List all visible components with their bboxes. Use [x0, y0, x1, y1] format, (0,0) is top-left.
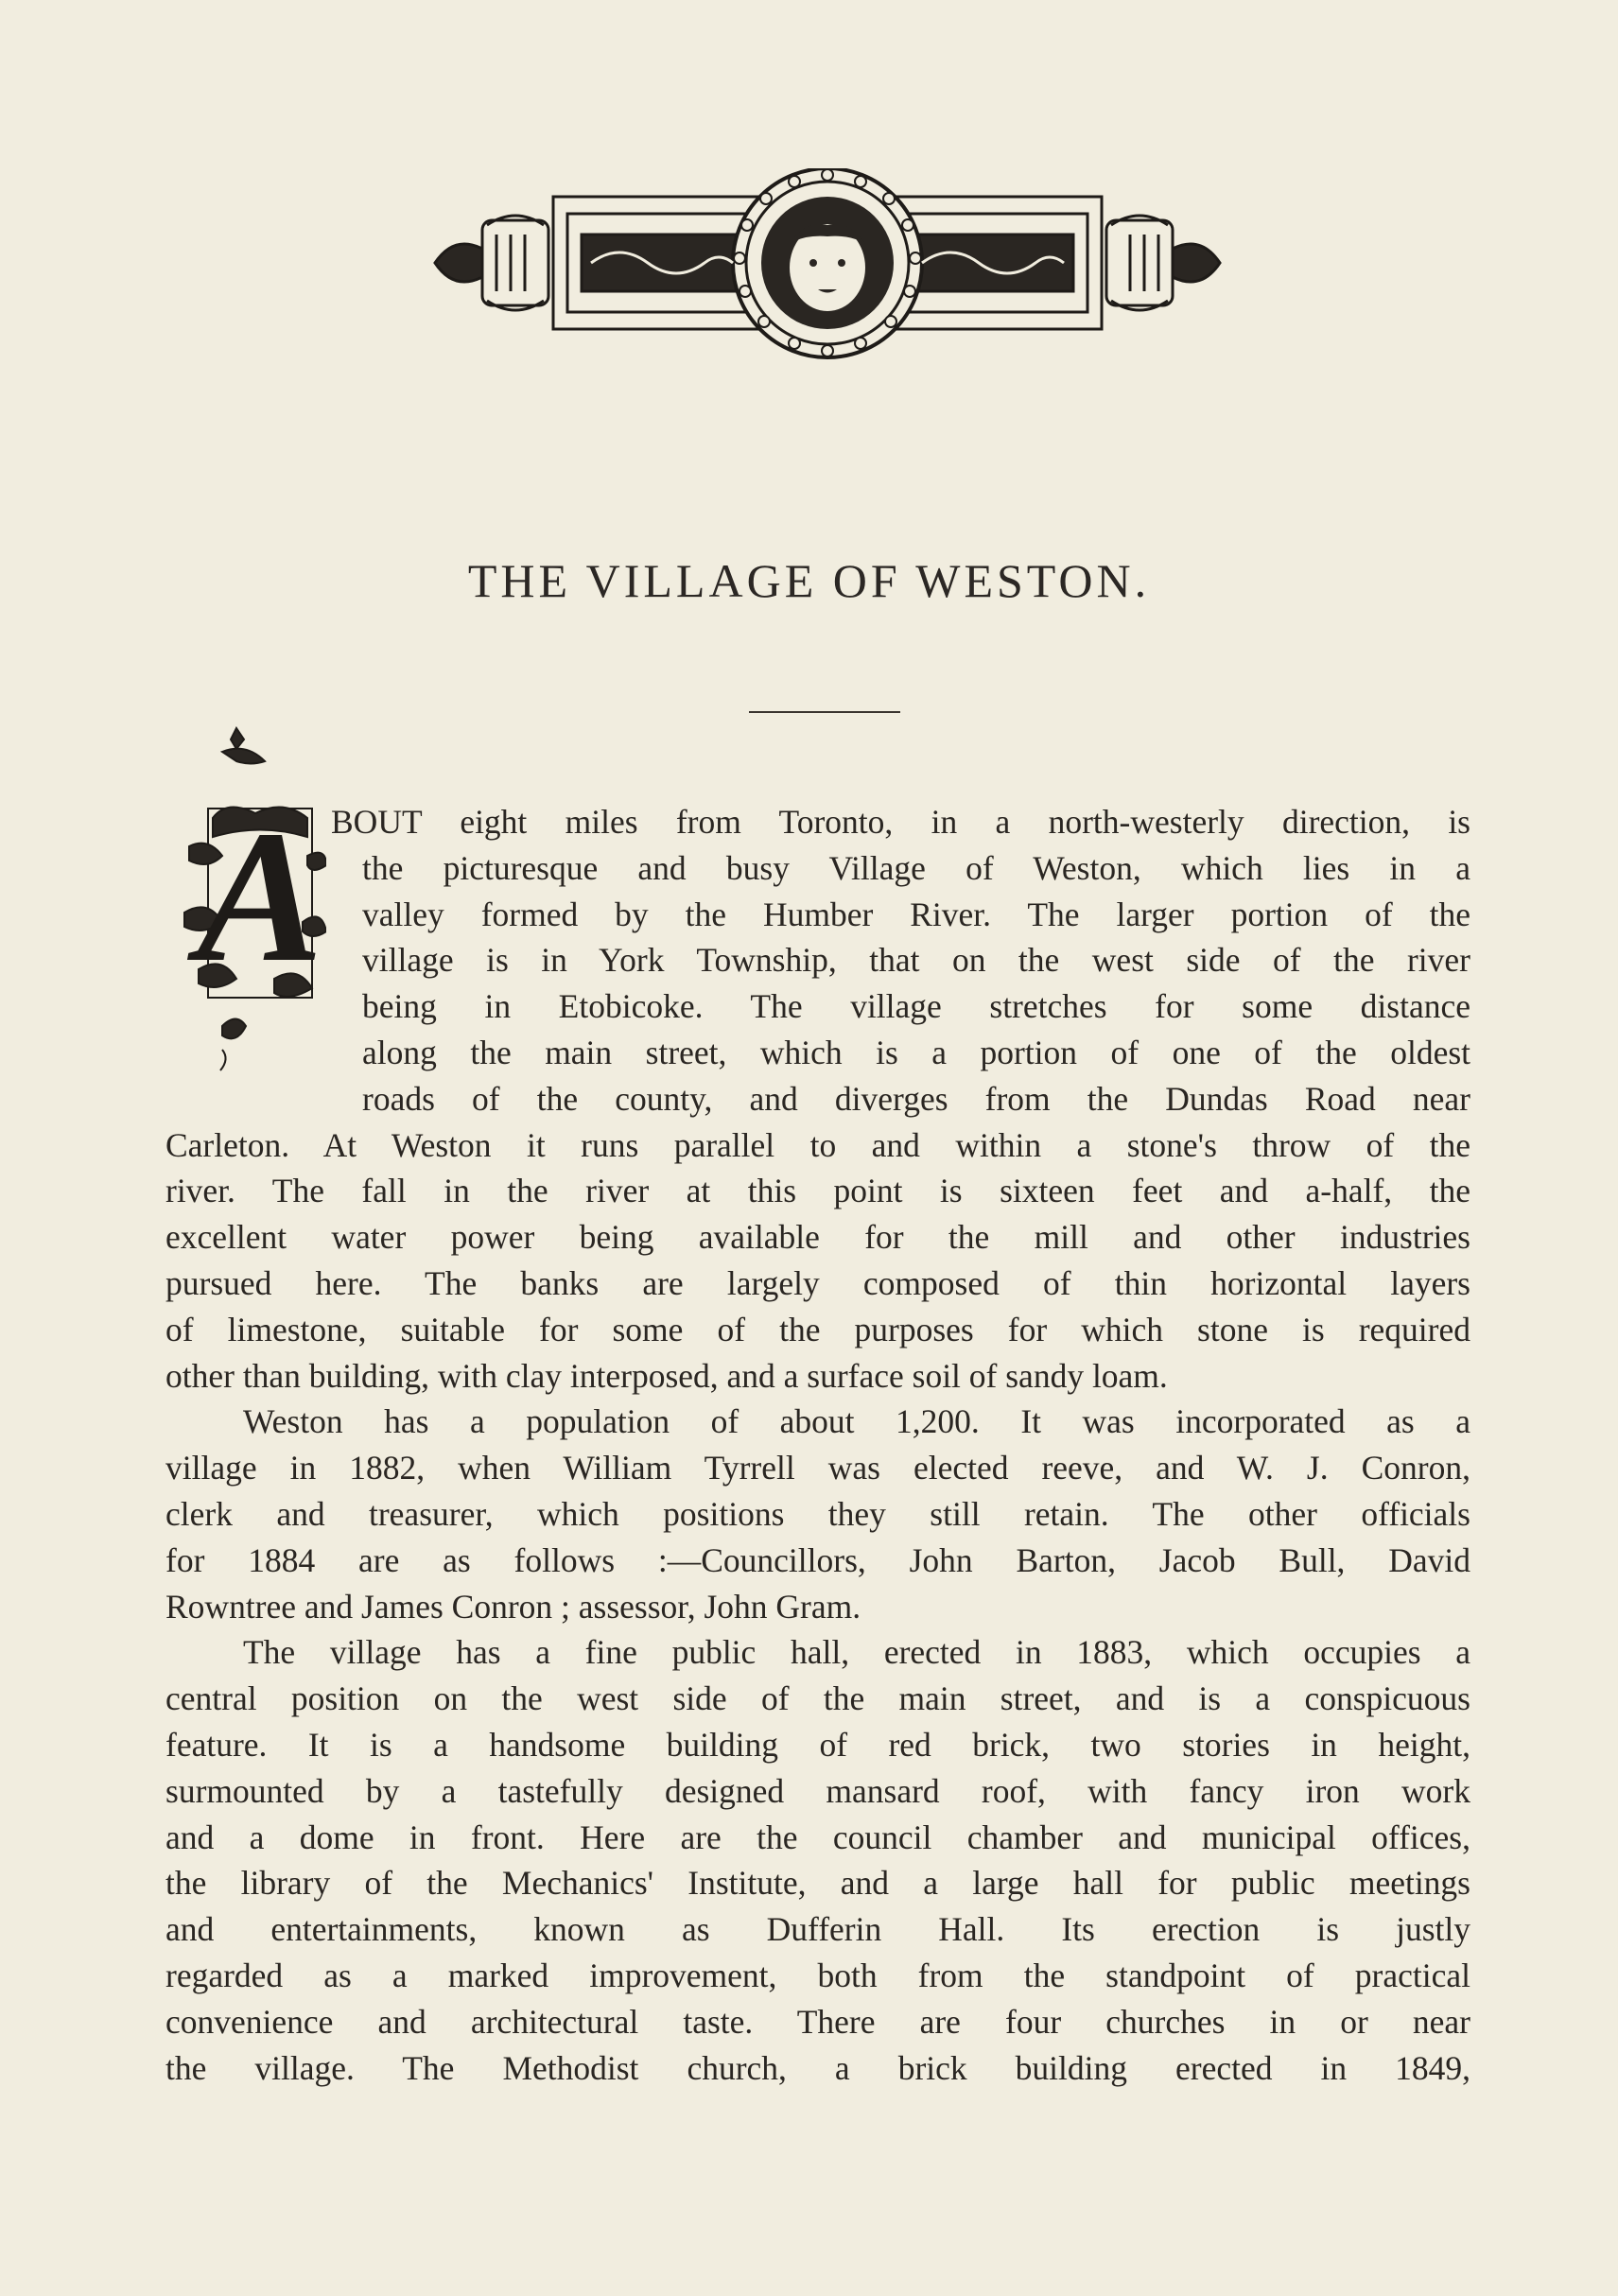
text-line: the library of the Mechanics' Institute, and a large hall for public meetings [165, 1864, 1470, 1903]
paragraph [165, 799, 1470, 1399]
text-line: along the main street, which is a portion of one of the oldest [362, 1033, 1470, 1071]
paragraph [165, 1629, 1470, 2091]
text-line: Weston has a population of about 1,200. It was incorporated as a [243, 1402, 1470, 1441]
text-line: of limestone, suitable for some of the purposes for which stone is required [165, 1310, 1470, 1348]
text-line: convenience and architectural taste. There are four churches in or near [165, 2002, 1470, 2041]
text-line: and entertainments, known as Dufferin Hall. Its erection is justly [165, 1910, 1470, 1949]
text-line: surmounted by a tastefully designed mansard roof, with fancy iron work [165, 1771, 1470, 1810]
text-line: The village has a fine public hall, erected in 1883, which occupies a [243, 1633, 1470, 1672]
text-line: the village. The Methodist church, a brick building erected in 1849, [165, 2048, 1470, 2087]
text-line: being in Etobicoke. The village stretches for some distance [362, 987, 1470, 1026]
paragraph [165, 1399, 1470, 1629]
page-title: THE VILLAGE OF WESTON. [467, 554, 1151, 607]
text-line: pursued here. The banks are largely composed of thin horizontal layers [165, 1263, 1470, 1302]
text-line: central position on the west side of the main street, and is a conspicuous [165, 1679, 1470, 1718]
text-line: roads of the county, and diverges from the Dundas Road near [362, 1079, 1470, 1118]
text-line: regarded as a marked improvement, both from the standpoint of practical [165, 1956, 1470, 1994]
text-line: Carleton. At Weston it runs parallel to and within a stone's throw of the [165, 1125, 1470, 1164]
text-line: BOUT eight miles from Toronto, in a north-westerly direction, is [331, 803, 1470, 841]
dropcap-letter: A [197, 792, 323, 1001]
header-ornament-icon [416, 168, 1239, 376]
text-line: valley formed by the Humber River. The larger portion of the [362, 895, 1470, 933]
text-line: clerk and treasurer, which positions they still retain. The other officials [165, 1494, 1470, 1533]
text-line: other than building, with clay interposed, and a surface soil of sandy loam. [165, 1356, 1168, 1395]
text-line: for 1884 are as follows :—Councillors, John Barton, Jacob Bull, David [165, 1540, 1470, 1579]
text-line: village in 1882, when William Tyrrell was elected reeve, and W. J. Conron, [165, 1449, 1470, 1487]
text-line: the picturesque and busy Village of Weston, which lies in a [362, 848, 1470, 887]
text-line: Rowntree and James Conron ; assessor, John Gram. [165, 1587, 861, 1626]
text-line: river. The fall in the river at this point is sixteen feet and a-half, the [165, 1172, 1470, 1210]
body-text [165, 799, 1470, 2091]
title-divider [749, 711, 900, 713]
text-line: feature. It is a handsome building of red brick, two stories in height, [165, 1725, 1470, 1764]
text-line: excellent water power being available for the mill and other industries [165, 1218, 1470, 1257]
text-line: and a dome in front. Here are the council chamber and municipal offices, [165, 1818, 1470, 1856]
text-line: village is in York Township, that on the west side of the river [362, 941, 1470, 980]
